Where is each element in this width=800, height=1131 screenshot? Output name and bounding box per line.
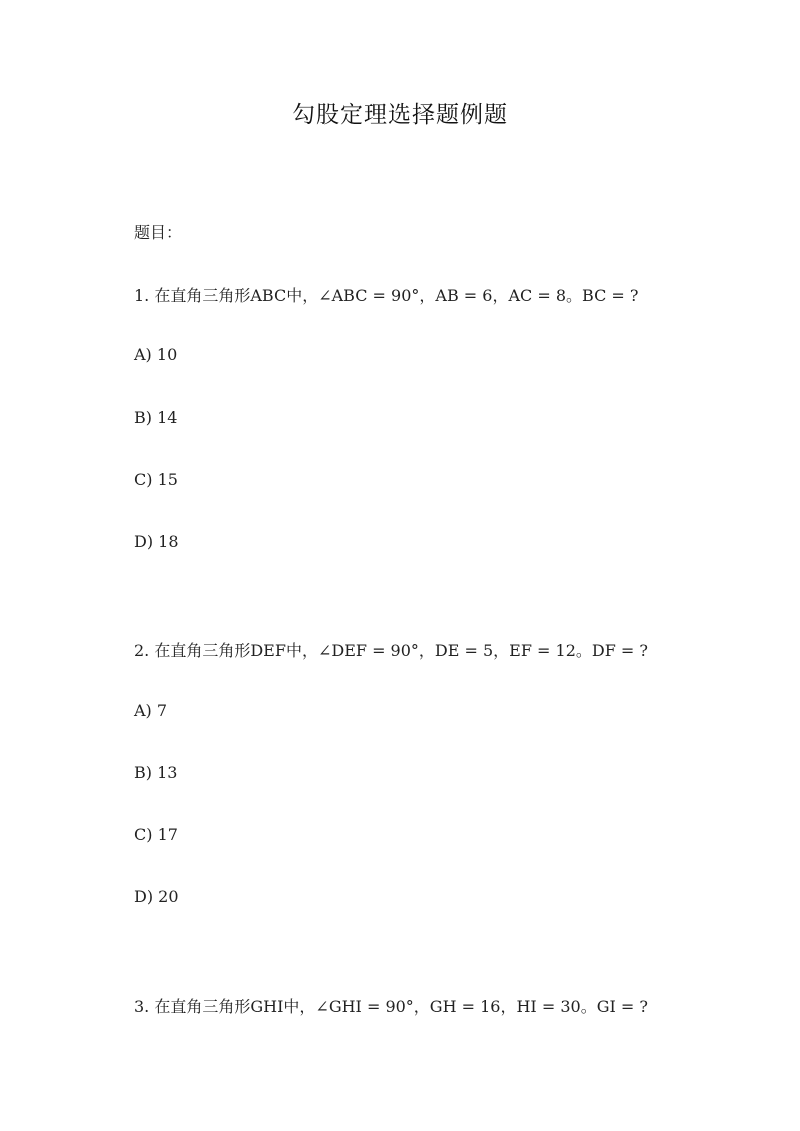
question-1-option-c: C) 15 xyxy=(134,470,178,489)
question-2-option-c: C) 17 xyxy=(134,825,178,844)
question-1-option-d: D) 18 xyxy=(134,532,179,551)
question-2-option-d: D) 20 xyxy=(134,887,179,906)
question-1-option-a: A) 10 xyxy=(134,345,178,364)
question-2-text: 2. 在直角三角形DEF中，∠DEF = 90°，DE = 5，EF = 12。DF = ? xyxy=(134,641,648,660)
question-3-text: 3. 在直角三角形GHI中，∠GHI = 90°，GH = 16，HI = 30。GI = ? xyxy=(134,997,648,1016)
question-1-option-b: B) 14 xyxy=(134,408,178,427)
document-title: 勾股定理选择题例题 xyxy=(292,102,508,128)
question-1-text: 1. 在直角三角形ABC中，∠ABC = 90°，AB = 6，AC = 8。BC = ? xyxy=(134,286,639,305)
question-2-option-b: B) 13 xyxy=(134,763,178,782)
section-label: 题目： xyxy=(134,223,183,242)
question-2-option-a: A) 7 xyxy=(134,701,168,720)
